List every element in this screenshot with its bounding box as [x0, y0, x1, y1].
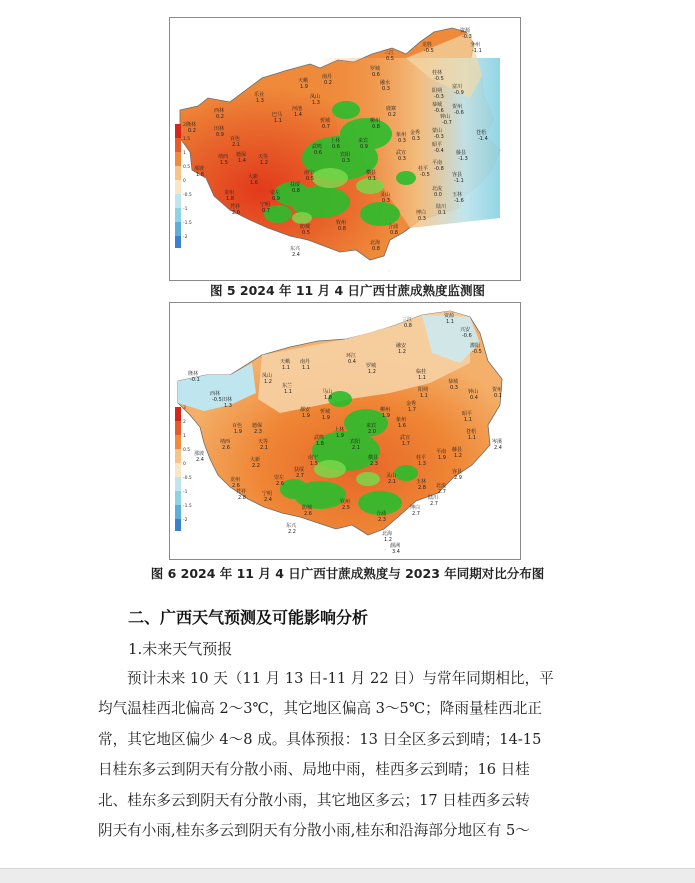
station-value-label: 1.1: [468, 435, 476, 441]
station-value-label: -0.6: [454, 110, 464, 116]
station-value-label: 2.4: [292, 252, 300, 258]
station-name-label: 南宁: [308, 455, 319, 461]
legend-tick-label: 0.5: [183, 448, 191, 453]
svg-text:◦: ◦: [388, 268, 391, 273]
station-value-label: 0.7: [262, 208, 270, 214]
station-name-label: 来宾: [358, 138, 369, 144]
station-value-label: 0.5: [302, 230, 310, 236]
station-name-label: 藤县: [456, 150, 467, 156]
station-value-label: 1.3: [256, 98, 264, 104]
station-name-label: 灵山: [386, 473, 397, 479]
legend-tick-label: 2: [183, 420, 186, 425]
station-name-label: 宾阳: [350, 439, 361, 445]
station-value-label: 0.4: [470, 395, 478, 401]
station-value-label: 1.1: [282, 365, 290, 371]
station-value-label: 0.3: [382, 198, 390, 204]
station-value-label: -0.5: [434, 76, 444, 82]
station-name-label: 北流: [432, 186, 443, 192]
station-value-label: 1.1: [418, 375, 426, 381]
station-value-label: 1.2: [260, 160, 268, 166]
station-name-label: 鹿寨: [386, 106, 397, 112]
station-value-label: -0.3: [462, 34, 472, 40]
station-value-label: 1.4: [238, 158, 246, 164]
station-value-label: 1.5: [310, 461, 318, 467]
station-value-label: 2.3: [378, 517, 386, 523]
station-value-label: 1.1: [302, 365, 310, 371]
station-value-label: -0.4: [434, 148, 444, 154]
station-name-label: 乐业: [254, 92, 265, 98]
legend-tick-label: 3: [183, 406, 186, 411]
station-name-label: 南丹: [322, 74, 333, 80]
station-value-label: 1.9: [300, 84, 308, 90]
station-value-label: 0.3: [412, 136, 420, 142]
station-value-label: 0.4: [348, 359, 356, 365]
station-value-label: 0.3: [342, 158, 350, 164]
station-name-label: 天峨: [280, 359, 291, 365]
station-name-label: 阳朔: [432, 88, 443, 94]
station-name-label: 凤山: [262, 373, 273, 379]
station-name-label: 桂平: [418, 166, 429, 172]
station-value-label: 2.1: [352, 445, 360, 451]
station-value-label: 2.6: [222, 445, 230, 451]
svg-text:◦: ◦: [384, 547, 387, 552]
station-name-label: 博白: [416, 210, 427, 216]
station-name-label: 藤县: [452, 447, 463, 453]
station-name-label: 田林: [214, 126, 225, 132]
station-name-label: 玉林: [416, 479, 427, 485]
station-value-label: 1.1: [274, 118, 282, 124]
station-name-label: 天等: [258, 439, 269, 445]
legend-tick-label: 1.5: [183, 137, 191, 142]
station-name-label: 涠洲: [390, 543, 401, 549]
station-name-label: 富川: [452, 84, 463, 90]
station-value-label: 0.9: [216, 132, 224, 138]
station-value-label: 2.1: [232, 142, 240, 148]
station-name-label: 东兴: [286, 523, 297, 529]
station-value-label: 3.4: [392, 549, 400, 555]
station-value-label: 0.3: [450, 385, 458, 391]
station-value-label: 0.9: [360, 144, 368, 150]
station-name-label: 巴马: [272, 112, 283, 118]
station-name-label: 天等: [258, 154, 269, 160]
station-name-label: 上林: [334, 427, 345, 433]
station-value-label: 2.1: [388, 479, 396, 485]
legend-tick-label: -1.5: [183, 504, 192, 509]
station-name-label: 博白: [410, 505, 421, 511]
station-value-label: 1.7: [408, 407, 416, 413]
station-name-label: 田林: [222, 397, 233, 403]
station-name-label: 融水: [380, 80, 391, 86]
station-name-label: 德保: [236, 152, 247, 158]
station-value-label: -1.1: [472, 48, 482, 54]
station-value-label: 0.2: [388, 112, 396, 118]
colorbar-legend: [175, 124, 181, 248]
figure-6-map-svg: [170, 303, 520, 559]
station-value-label: 0.2: [216, 114, 224, 120]
paragraph-line: 预计未来 10 天（11 月 13 日-11 月 22 日）与常年同期相比，平: [127, 670, 554, 687]
station-value-label: 2.6: [304, 511, 312, 517]
station-name-label: 横县: [366, 170, 377, 176]
section-heading: 二、广西天气预测及可能影响分析: [128, 608, 369, 627]
station-name-label: 三江: [402, 317, 413, 323]
station-value-label: 1.2: [398, 349, 406, 355]
station-value-label: 1.8: [316, 441, 324, 447]
station-value-label: 2.7: [296, 473, 304, 479]
station-value-label: 2.3: [254, 429, 262, 435]
station-value-label: 2.7: [412, 511, 420, 517]
station-name-label: 平南: [432, 160, 443, 166]
station-name-label: 贺州: [492, 387, 503, 393]
station-value-label: -0.3: [434, 134, 444, 140]
station-value-label: 2.4: [264, 497, 272, 503]
station-value-label: 0.2: [324, 80, 332, 86]
station-name-label: 南丹: [300, 359, 311, 365]
sub-heading: 1.未来天气预报: [128, 640, 233, 658]
station-name-label: 昭平: [432, 142, 443, 148]
legend-tick-label: 0: [183, 179, 186, 184]
station-value-label: 1.1: [420, 393, 428, 399]
station-name-label: 隆林: [188, 371, 199, 377]
figure-5-map-svg: [170, 18, 520, 280]
station-name-label: 北海: [382, 531, 393, 537]
station-name-label: 灵山: [380, 192, 391, 198]
station-value-label: 2.8: [418, 485, 426, 491]
station-value-label: 2.8: [238, 495, 246, 501]
legend-tick-label: 0: [183, 462, 186, 467]
station-name-label: 东兰: [282, 383, 293, 389]
station-name-label: 灌阳: [470, 343, 481, 349]
station-name-label: 百色: [232, 423, 243, 429]
station-value-label: 1.7: [402, 441, 410, 447]
station-value-label: 0.1: [438, 210, 446, 216]
station-name-label: 龙州: [230, 477, 241, 483]
station-value-label: 0.1: [368, 176, 376, 182]
figure-5-caption: 图 5 2024 年 11 月 4 日广西甘蔗成熟度监测图: [209, 283, 486, 298]
station-value-label: 2.2: [288, 529, 296, 535]
station-value-label: 1.9: [438, 455, 446, 461]
station-name-label: 防城: [300, 224, 311, 230]
station-name-label: 上林: [330, 138, 341, 144]
station-value-label: 0.6: [332, 144, 340, 150]
station-name-label: 崇左: [270, 190, 281, 196]
legend-tick-label: -1: [183, 207, 188, 212]
station-name-label: 桂平: [416, 455, 427, 461]
legend-tick-label: -2: [183, 235, 188, 240]
station-name-label: 隆林: [186, 122, 197, 128]
station-value-label: 0.8: [372, 124, 380, 130]
station-name-label: 那坡: [194, 166, 205, 172]
station-name-label: 南宁: [304, 170, 315, 176]
station-value-label: -0.7: [442, 120, 452, 126]
station-name-label: 扶绥: [290, 182, 301, 188]
station-value-label: -0.1: [190, 377, 200, 383]
station-name-label: 凤山: [310, 94, 321, 100]
station-name-label: 苍梧: [466, 429, 477, 435]
station-name-label: 金秀: [406, 401, 417, 407]
station-value-label: 1.5: [220, 160, 228, 166]
station-value-label: 2.4: [494, 445, 502, 451]
station-name-label: 东兴: [290, 246, 301, 252]
station-value-label: 1.8: [196, 172, 204, 178]
station-name-label: 宾阳: [340, 152, 351, 158]
station-value-label: 2.7: [430, 501, 438, 507]
station-value-label: -1.3: [458, 156, 468, 162]
station-value-label: -1.4: [478, 136, 488, 142]
paragraph-line: 阴天有小雨,桂东多云到阴天有分散小雨,桂东和沿海部分地区有 5～: [98, 822, 530, 840]
station-value-label: 0.5: [306, 176, 314, 182]
station-name-label: 凭祥: [230, 204, 241, 210]
station-name-label: 罗城: [366, 363, 377, 369]
station-value-label: 1.4: [294, 112, 302, 118]
station-name-label: 那坡: [194, 451, 205, 457]
station-value-label: -0.6: [462, 333, 472, 339]
station-name-label: 北流: [436, 483, 447, 489]
station-value-label: 2.0: [232, 210, 240, 216]
station-value-label: -0.5: [472, 349, 482, 355]
station-value-label: -0.6: [434, 108, 444, 114]
station-name-label: 玉林: [452, 192, 463, 198]
station-name-label: 横县: [368, 455, 379, 461]
station-value-label: 1.1: [464, 417, 472, 423]
station-name-label: 恭城: [448, 379, 459, 385]
station-value-label: -0.8: [434, 166, 444, 172]
station-name-label: 马山: [322, 389, 333, 395]
station-name-label: 柳州: [380, 407, 391, 413]
station-value-label: 1.9: [382, 413, 390, 419]
figure-5-map: [169, 17, 521, 281]
station-name-label: 凭祥: [236, 489, 247, 495]
station-value-label: 0.8: [292, 188, 300, 194]
station-name-label: 河池: [292, 106, 303, 112]
paragraph-line: 常，其它地区偏少 4～8 成。具体预报：13 日全区多云到晴；14-15: [98, 730, 542, 748]
station-value-label: 2.7: [438, 489, 446, 495]
station-value-label: -1.1: [454, 178, 464, 184]
station-name-label: 宁明: [262, 491, 273, 497]
station-value-label: 1.2: [264, 379, 272, 385]
station-value-label: 1.2: [454, 453, 462, 459]
station-value-label: 2.6: [276, 481, 284, 487]
station-name-label: 忻城: [320, 409, 331, 415]
station-value-label: 0.1: [494, 393, 502, 399]
station-value-label: 0.3: [382, 86, 390, 92]
station-name-label: 容县: [452, 469, 463, 475]
station-value-label: 0.6: [314, 150, 322, 156]
station-name-label: 贺州: [452, 104, 463, 110]
station-name-label: 忻城: [320, 118, 331, 124]
station-name-label: 合浦: [388, 224, 399, 230]
station-value-label: 1.8: [226, 196, 234, 202]
station-value-label: 2.4: [196, 457, 204, 463]
station-name-label: 阳朔: [418, 387, 429, 393]
station-name-label: 德保: [252, 423, 263, 429]
station-value-label: 1.3: [418, 461, 426, 467]
bottom-scroll-bar[interactable]: [0, 868, 695, 883]
station-name-label: 桂林: [432, 70, 443, 76]
legend-tick-label: -1: [183, 490, 188, 495]
station-name-label: 龙州: [224, 190, 235, 196]
station-name-label: 全州: [470, 42, 481, 48]
station-name-label: 融安: [396, 343, 407, 349]
station-value-label: 1.2: [368, 369, 376, 375]
station-value-label: 0.3: [418, 216, 426, 222]
station-name-label: 陆川: [428, 495, 439, 501]
station-value-label: -0.5: [424, 48, 434, 54]
legend-tick-label: -1.5: [183, 221, 192, 226]
legend-tick-label: -0.5: [183, 193, 192, 198]
station-name-label: 钟山: [468, 389, 479, 395]
station-value-label: 1.9: [302, 413, 310, 419]
station-value-label: 1.9: [322, 415, 330, 421]
station-value-label: 0.8: [390, 230, 398, 236]
station-name-label: 靖西: [220, 439, 231, 445]
station-value-label: 1.3: [224, 403, 232, 409]
station-name-label: 龙胜: [422, 42, 433, 48]
station-value-label: 0.6: [372, 72, 380, 78]
station-name-label: 武宣: [396, 150, 407, 156]
station-value-label: 2.2: [252, 463, 260, 469]
station-name-label: 平南: [436, 449, 447, 455]
station-name-label: 西林: [214, 108, 225, 114]
station-value-label: 1.9: [336, 433, 344, 439]
legend-tick-label: -0.5: [183, 476, 192, 481]
station-value-label: 2.0: [368, 429, 376, 435]
station-value-label: 1.6: [398, 423, 406, 429]
station-name-label: 大新: [250, 457, 261, 463]
station-name-label: 钦州: [336, 220, 347, 226]
station-value-label: 1.8: [324, 395, 332, 401]
station-name-label: 合浦: [376, 511, 387, 517]
station-value-label: 1.6: [250, 180, 258, 186]
station-value-label: 0.8: [338, 226, 346, 232]
station-name-label: 三江: [384, 50, 395, 56]
station-name-label: 百色: [230, 136, 241, 142]
legend-tick-label: 2: [183, 123, 186, 128]
station-value-label: 2.1: [260, 445, 268, 451]
station-value-label: -1.6: [454, 198, 464, 204]
station-name-label: 来宾: [366, 423, 377, 429]
station-value-label: 2.6: [232, 483, 240, 489]
station-value-label: 2.3: [370, 461, 378, 467]
station-name-label: 都安: [300, 407, 311, 413]
station-name-label: 西林: [210, 391, 221, 397]
station-name-label: 苍梧: [476, 130, 487, 136]
station-value-label: 0.8: [372, 246, 380, 252]
station-value-label: -0.3: [434, 94, 444, 100]
station-name-label: 柳州: [370, 118, 381, 124]
station-value-label: -0.9: [454, 90, 464, 96]
forecast-paragraph: [98, 664, 598, 846]
figure-6-map: [169, 302, 521, 560]
station-name-label: 恭城: [432, 102, 443, 108]
station-name-label: 蒙山: [432, 128, 443, 134]
paragraph-line: 日桂东多云到阴天有分散小雨、局地中雨，桂西多云到晴；16 日桂: [98, 761, 530, 779]
station-name-label: 象州: [396, 132, 407, 138]
station-value-label: -0.5: [212, 397, 222, 403]
station-name-label: 扶绥: [294, 467, 305, 473]
station-value-label: 0.2: [188, 128, 196, 134]
station-name-label: 大新: [248, 174, 259, 180]
station-value-label: 2.5: [342, 505, 350, 511]
station-value-label: 1.9: [234, 429, 242, 435]
station-name-label: 金秀: [410, 130, 421, 136]
station-value-label: 0.9: [272, 196, 280, 202]
station-name-label: 崇左: [274, 475, 285, 481]
legend-tick-label: -2: [183, 518, 188, 523]
station-name-label: 武鸣: [312, 144, 323, 150]
paragraph-line: 北、桂东多云到阴天有分散小雨，其它地区多云；17 日桂西多云转: [98, 791, 530, 809]
station-name-label: 资源: [444, 313, 455, 319]
station-name-label: 象州: [396, 417, 407, 423]
figure-6-caption: 图 6 2024 年 11 月 4 日广西甘蔗成熟度与 2023 年同期对比分布图: [150, 566, 545, 581]
station-name-label: 昭平: [462, 411, 473, 417]
station-name-label: 靖西: [218, 154, 229, 160]
station-name-label: 宁明: [260, 202, 271, 208]
station-name-label: 罗城: [370, 66, 381, 72]
station-name-label: 环江: [346, 353, 357, 359]
station-name-label: 武鸣: [314, 435, 325, 441]
station-value-label: 0.8: [404, 323, 412, 329]
station-name-label: 钦州: [340, 499, 351, 505]
station-name-label: 钟山: [440, 114, 451, 120]
station-name-label: 陆川: [436, 204, 447, 210]
station-value-label: 0.7: [322, 124, 330, 130]
paragraph-line: 均气温桂西北偏高 2～3℃，其它地区偏高 3～5℃；降雨量桂西北正: [98, 700, 542, 718]
colorbar-legend: [175, 407, 181, 531]
station-value-label: 0.5: [386, 56, 394, 62]
station-name-label: 资源: [460, 28, 471, 34]
station-value-label: -0.5: [420, 172, 430, 178]
station-value-label: 0.3: [398, 156, 406, 162]
station-name-label: 天峨: [298, 78, 309, 84]
station-value-label: 0.3: [398, 138, 406, 144]
station-name-label: 岑溪: [492, 439, 503, 445]
station-name-label: 武宣: [400, 435, 411, 441]
station-name-label: 兴安: [460, 327, 471, 333]
station-value-label: 2.9: [454, 475, 462, 481]
legend-tick-label: 0.5: [183, 165, 191, 170]
station-value-label: 1.1: [446, 319, 454, 325]
station-name-label: 北海: [370, 240, 381, 246]
legend-tick-label: 1: [183, 151, 186, 156]
station-value-label: 0.0: [434, 192, 442, 198]
station-name-label: 防城: [302, 505, 313, 511]
legend-tick-label: 1: [183, 434, 186, 439]
station-name-label: 容县: [452, 172, 463, 178]
station-name-label: 临桂: [416, 369, 427, 375]
station-value-label: 1.2: [384, 537, 392, 543]
station-value-label: 1.3: [312, 100, 320, 106]
station-value-label: 1.1: [284, 389, 292, 395]
